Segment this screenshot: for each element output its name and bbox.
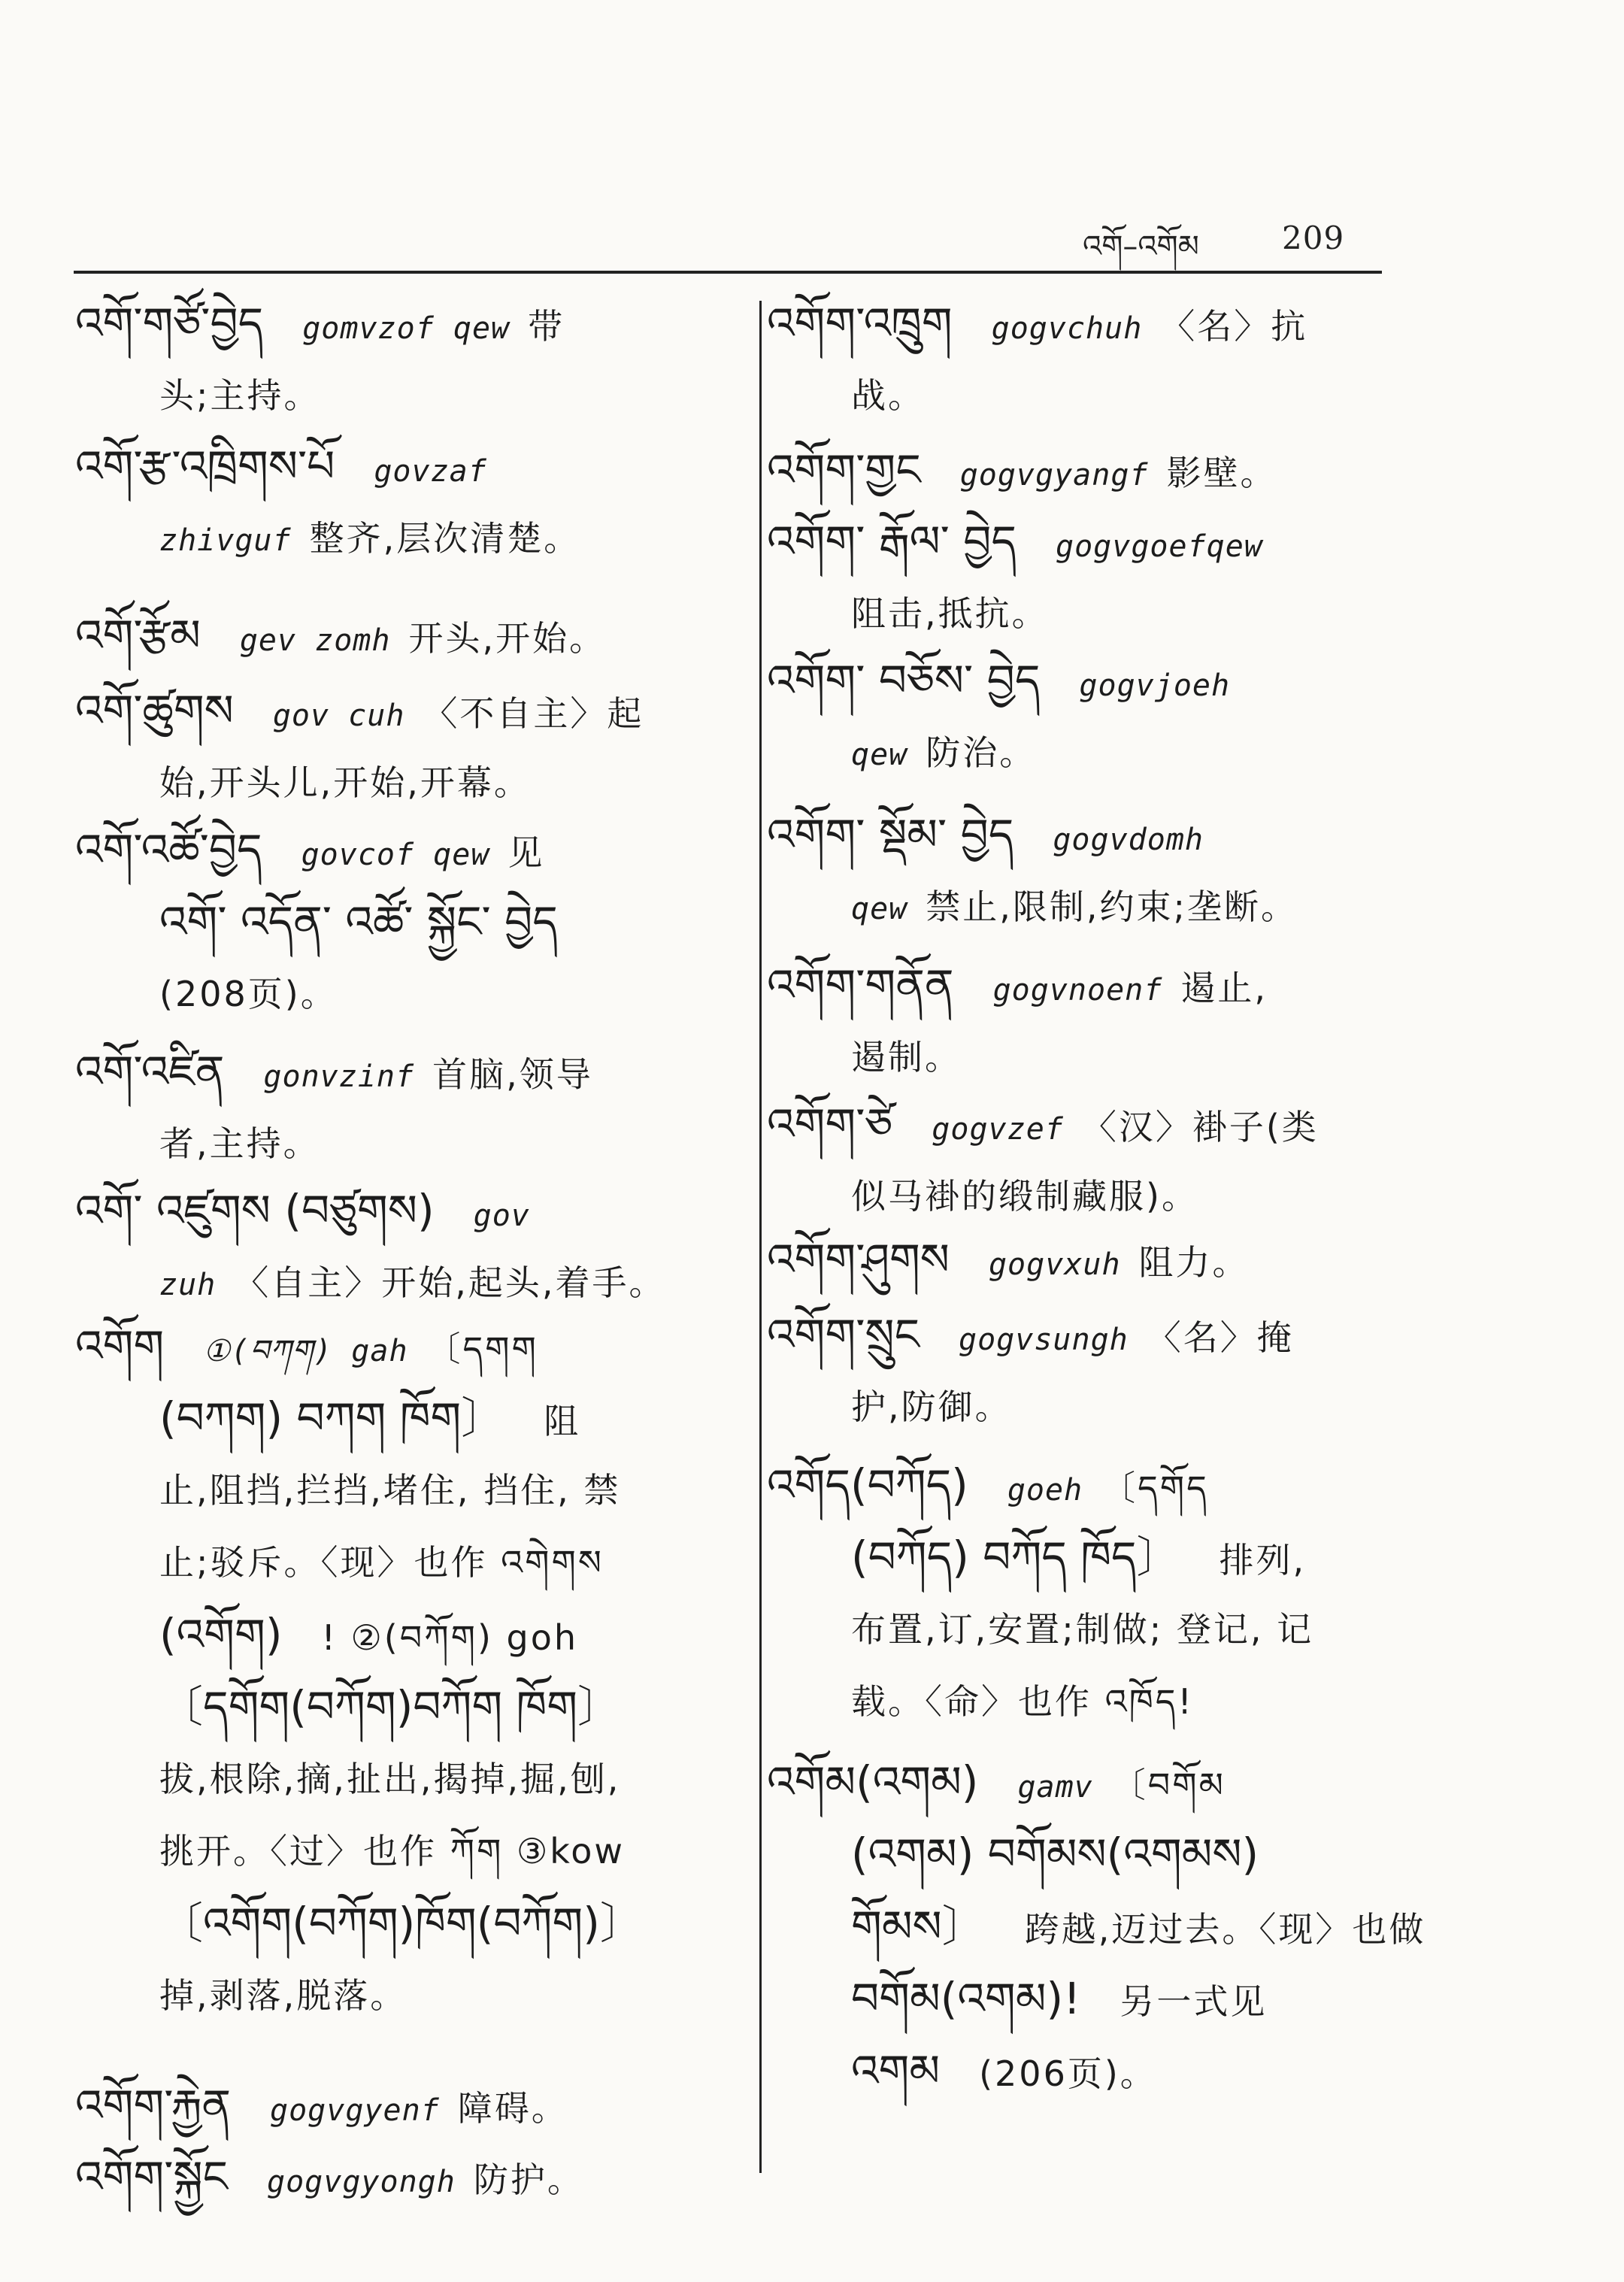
romanization: gogvgyangf	[959, 458, 1149, 492]
romanization: govzaf	[374, 454, 487, 489]
tibetan-headword: འགོ་ འཛུགས (བཙུགས)	[75, 1185, 435, 1236]
chinese-definition: 阻击,抵抗。	[851, 593, 1049, 634]
tibetan-headword: (འགོག)	[159, 1609, 283, 1660]
entry-headline	[767, 516, 1421, 569]
entry-headline	[767, 444, 1421, 498]
entry-headline	[75, 1046, 729, 1099]
entry-continuation	[159, 896, 729, 947]
entry-headline	[75, 610, 729, 663]
chinese-definition: 防治。	[926, 732, 1037, 773]
tibetan-headword: འགོ་རྩ་འཁྲིགས་པོ	[75, 441, 335, 492]
chinese-definition: 障碍。	[457, 2088, 568, 2129]
chinese-definition: 整齐,层次清楚。	[309, 518, 581, 559]
chinese-definition: 载。〈命〉也作 འཁོད!	[851, 1681, 1194, 1722]
romanization: gogvgyongh	[267, 2165, 456, 2199]
romanization: gogvchuh	[991, 311, 1143, 346]
page-number: 209	[1282, 220, 1345, 256]
chinese-definition: ! ②(བཀོག) goh	[321, 1617, 579, 1658]
tibetan-headword: འགོམ(འགམ)	[767, 1756, 979, 1808]
entry-continuation	[159, 1973, 729, 2018]
chinese-definition: 止,阻挡,拦挡,堵住, 挡住, 禁	[159, 1470, 621, 1511]
chinese-definition: 头;主持。	[159, 375, 321, 416]
chinese-definition: (208页)。	[159, 974, 338, 1014]
chinese-definition: 遏制。	[851, 1037, 962, 1077]
chinese-definition: 〈汉〉褂子(类	[1081, 1107, 1319, 1147]
chinese-definition: 挑开。〈过〉也作 ཀོག ③kow	[159, 1831, 626, 1871]
tibetan-headword: (བཀག) བཀག ཁོག〕	[159, 1393, 505, 1444]
entry-headline	[75, 2080, 729, 2133]
chinese-definition: 〈不自主〉起	[423, 693, 644, 734]
entry-headline	[767, 655, 1421, 708]
entry-continuation	[159, 1681, 729, 1732]
entry-continuation	[851, 1607, 1421, 1652]
tibetan-headword: (འགམ) བགོམས(འགམས)	[851, 1829, 1259, 1880]
romanization: gogvzef	[932, 1112, 1064, 1147]
tibetan-headword: བགོམ(འགམ)!	[851, 1973, 1081, 2024]
chinese-definition: 防护。	[473, 2159, 584, 2200]
tibetan-headword: འགོག	[75, 1320, 165, 1371]
tibetan-headword: འགོ་ཚུགས	[75, 685, 234, 736]
tibetan-headword: འགོ་ འདོན་ འཚོ་ སྐྱོང་ བྱེད	[159, 896, 558, 947]
tibetan-headword: འགོག་ སྡོམ་ བྱེད	[767, 809, 1014, 860]
tibetan-headword: འགམ	[851, 2045, 941, 2096]
entry-headline	[75, 298, 729, 351]
tibetan-headword: 〔འགོག(བཀོག)ཁོག(བཀོག)〕	[159, 1898, 644, 1949]
entry-continuation	[159, 1829, 729, 1874]
entry-headline	[75, 441, 729, 494]
tibetan-headword: འགོ་འཚོ་བྱེད	[75, 824, 262, 875]
tibetan-headword: འགོག་སྐྱོང	[75, 2151, 229, 2202]
chinese-definition: 阻	[544, 1401, 581, 1441]
entry-continuation	[159, 516, 729, 563]
entry-continuation	[159, 1540, 729, 1585]
chinese-definition: 始,开头儿,开始,开幕。	[159, 762, 531, 803]
tibetan-headword: འགོག་སྲུང	[767, 1309, 920, 1360]
header-word-range: འགོ–འགོམ	[1083, 229, 1199, 264]
entry-continuation	[159, 1260, 729, 1308]
tibetan-headword: འགོག་གྱང	[767, 444, 921, 495]
chinese-definition: 影壁。	[1166, 453, 1277, 493]
romanization: gogvgyenf	[270, 2093, 440, 2128]
column-divider	[759, 301, 762, 2173]
entry-continuation	[159, 1609, 729, 1660]
chinese-definition: 布置,订,安置;制做; 登记, 记	[851, 1609, 1314, 1650]
chinese-definition: 阻力。	[1138, 1242, 1250, 1283]
romanization: gogvgoefqew	[1055, 529, 1263, 564]
chinese-definition: 另一式见	[1120, 1981, 1268, 2022]
entry-continuation	[851, 1901, 1426, 1952]
entry-headline	[75, 2151, 729, 2205]
romanization: gogvnoenf	[992, 973, 1163, 1008]
entry-continuation	[851, 1384, 1421, 1429]
entry-headline	[767, 1099, 1421, 1152]
tibetan-headword: འགོག་ རྒོལ་ བྱེད	[767, 516, 1017, 567]
entry-continuation	[851, 1679, 1421, 1724]
tibetan-headword: འགོ་རྩོམ	[75, 610, 201, 661]
entry-continuation	[159, 1756, 729, 1802]
entry-headline	[767, 1234, 1421, 1287]
entry-continuation	[851, 373, 1421, 418]
romanization: qew	[851, 892, 908, 926]
chinese-definition: 开头,开始。	[408, 618, 607, 659]
entry-continuation	[851, 1035, 1421, 1080]
chinese-definition: 排列,	[1219, 1540, 1307, 1580]
tibetan-headword: འགོག་ བཅོས་ བྱེད	[767, 655, 1041, 706]
chinese-definition: (206页)。	[979, 2053, 1157, 2094]
entry-continuation	[159, 1898, 729, 1949]
romanization: gamv	[1017, 1770, 1093, 1805]
entry-continuation	[159, 971, 729, 1017]
romanization: zuh	[159, 1268, 217, 1302]
tibetan-headword: འགོག་ཙེ	[767, 1099, 893, 1150]
tibetan-headword: འགོག་གནོན	[767, 959, 954, 1011]
entry-continuation	[851, 730, 1421, 777]
romanization: gev zomh	[239, 623, 391, 658]
chinese-definition: 首脑,领导	[432, 1054, 593, 1095]
chinese-definition: 〈自主〉开始,起头,着手。	[234, 1262, 666, 1303]
tibetan-headword: འགོག་འཁྲུག	[767, 298, 953, 349]
romanization: goeh	[1007, 1473, 1083, 1508]
chinese-definition: 护,防御。	[851, 1386, 1012, 1427]
entry-continuation	[159, 373, 729, 418]
chinese-definition: 掉,剥落,脱落。	[159, 1975, 408, 2016]
romanization: gogvsungh	[959, 1323, 1129, 1357]
romanization: govcof qew	[301, 838, 490, 872]
entry-continuation	[851, 1532, 1421, 1583]
entry-headline	[767, 1459, 1421, 1513]
entry-continuation	[851, 884, 1421, 932]
entry-continuation	[851, 2045, 1421, 2096]
tibetan-headword: གོམས〕	[851, 1901, 986, 1952]
chinese-definition: 〔དགག	[426, 1329, 538, 1369]
header-rule	[74, 271, 1382, 274]
entry-continuation	[159, 1121, 729, 1166]
chinese-definition: 似马褂的缎制藏服)。	[851, 1176, 1198, 1217]
entry-continuation	[851, 1829, 1421, 1880]
entry-headline	[767, 298, 1421, 351]
entry-continuation	[851, 1174, 1421, 1219]
romanization: gogvdomh	[1053, 823, 1204, 857]
chinese-definition: 者,主持。	[159, 1123, 320, 1164]
chinese-definition: 见	[508, 832, 545, 873]
chinese-definition: 遏止,	[1180, 968, 1268, 1008]
romanization: gonvzinf	[263, 1059, 415, 1094]
romanization: gogvxuh	[988, 1247, 1121, 1282]
romanization: ①(བཀག) gah	[203, 1334, 408, 1368]
romanization: zhivguf	[159, 523, 292, 558]
entry-continuation	[159, 1393, 729, 1444]
entry-headline	[75, 824, 729, 877]
tibetan-headword: (བཀོད) བཀོད ཁོད〕	[851, 1532, 1180, 1583]
romanization: gov	[473, 1199, 530, 1233]
chinese-definition: 跨越,迈过去。〈现〉也做	[1024, 1909, 1426, 1950]
romanization: gogvjoeh	[1079, 668, 1231, 703]
entry-headline	[767, 1309, 1421, 1362]
entry-continuation	[159, 1468, 729, 1513]
chinese-definition: 禁止,限制,约束;垄断。	[926, 886, 1298, 927]
entry-headline	[75, 685, 729, 738]
romanization: gov cuh	[272, 699, 405, 733]
chinese-definition: 战。	[851, 375, 925, 416]
tibetan-headword: འགོག་རྐྱེན	[75, 2080, 232, 2131]
entry-headline	[75, 1185, 729, 1238]
entry-continuation	[159, 760, 729, 805]
romanization: qew	[851, 738, 908, 772]
chinese-definition: 拔,根除,摘,扯出,揭掉,掘,刨,	[159, 1759, 621, 1799]
tibetan-headword: འགོག་ཤུགས	[767, 1234, 950, 1285]
tibetan-headword: 〔དགོག(བཀོག)བཀོག ཁོག〕	[159, 1681, 622, 1732]
romanization: gomvzof qew	[302, 311, 511, 346]
entry-headline	[767, 1756, 1421, 1810]
tibetan-headword: འགོ་གཙོ་བྱེད	[75, 298, 264, 349]
entry-headline	[767, 959, 1421, 1013]
chinese-definition: 〈名〉抗	[1160, 306, 1308, 347]
entry-continuation	[851, 591, 1421, 636]
entry-continuation	[851, 1973, 1421, 2024]
chinese-definition: 止;驳斥。〈现〉也作 འགེགས	[159, 1542, 604, 1583]
chinese-definition: 〔བགོམ	[1110, 1765, 1226, 1805]
entry-headline	[767, 809, 1421, 862]
chinese-definition: 带	[528, 306, 565, 347]
chinese-definition: 〈名〉掩	[1146, 1317, 1294, 1358]
chinese-definition: 〔དགོད	[1101, 1468, 1209, 1508]
tibetan-headword: འགོ་འཛིན	[75, 1046, 225, 1097]
tibetan-headword: འགོད(བཀོད)	[767, 1459, 968, 1511]
entry-headline	[75, 1320, 729, 1374]
